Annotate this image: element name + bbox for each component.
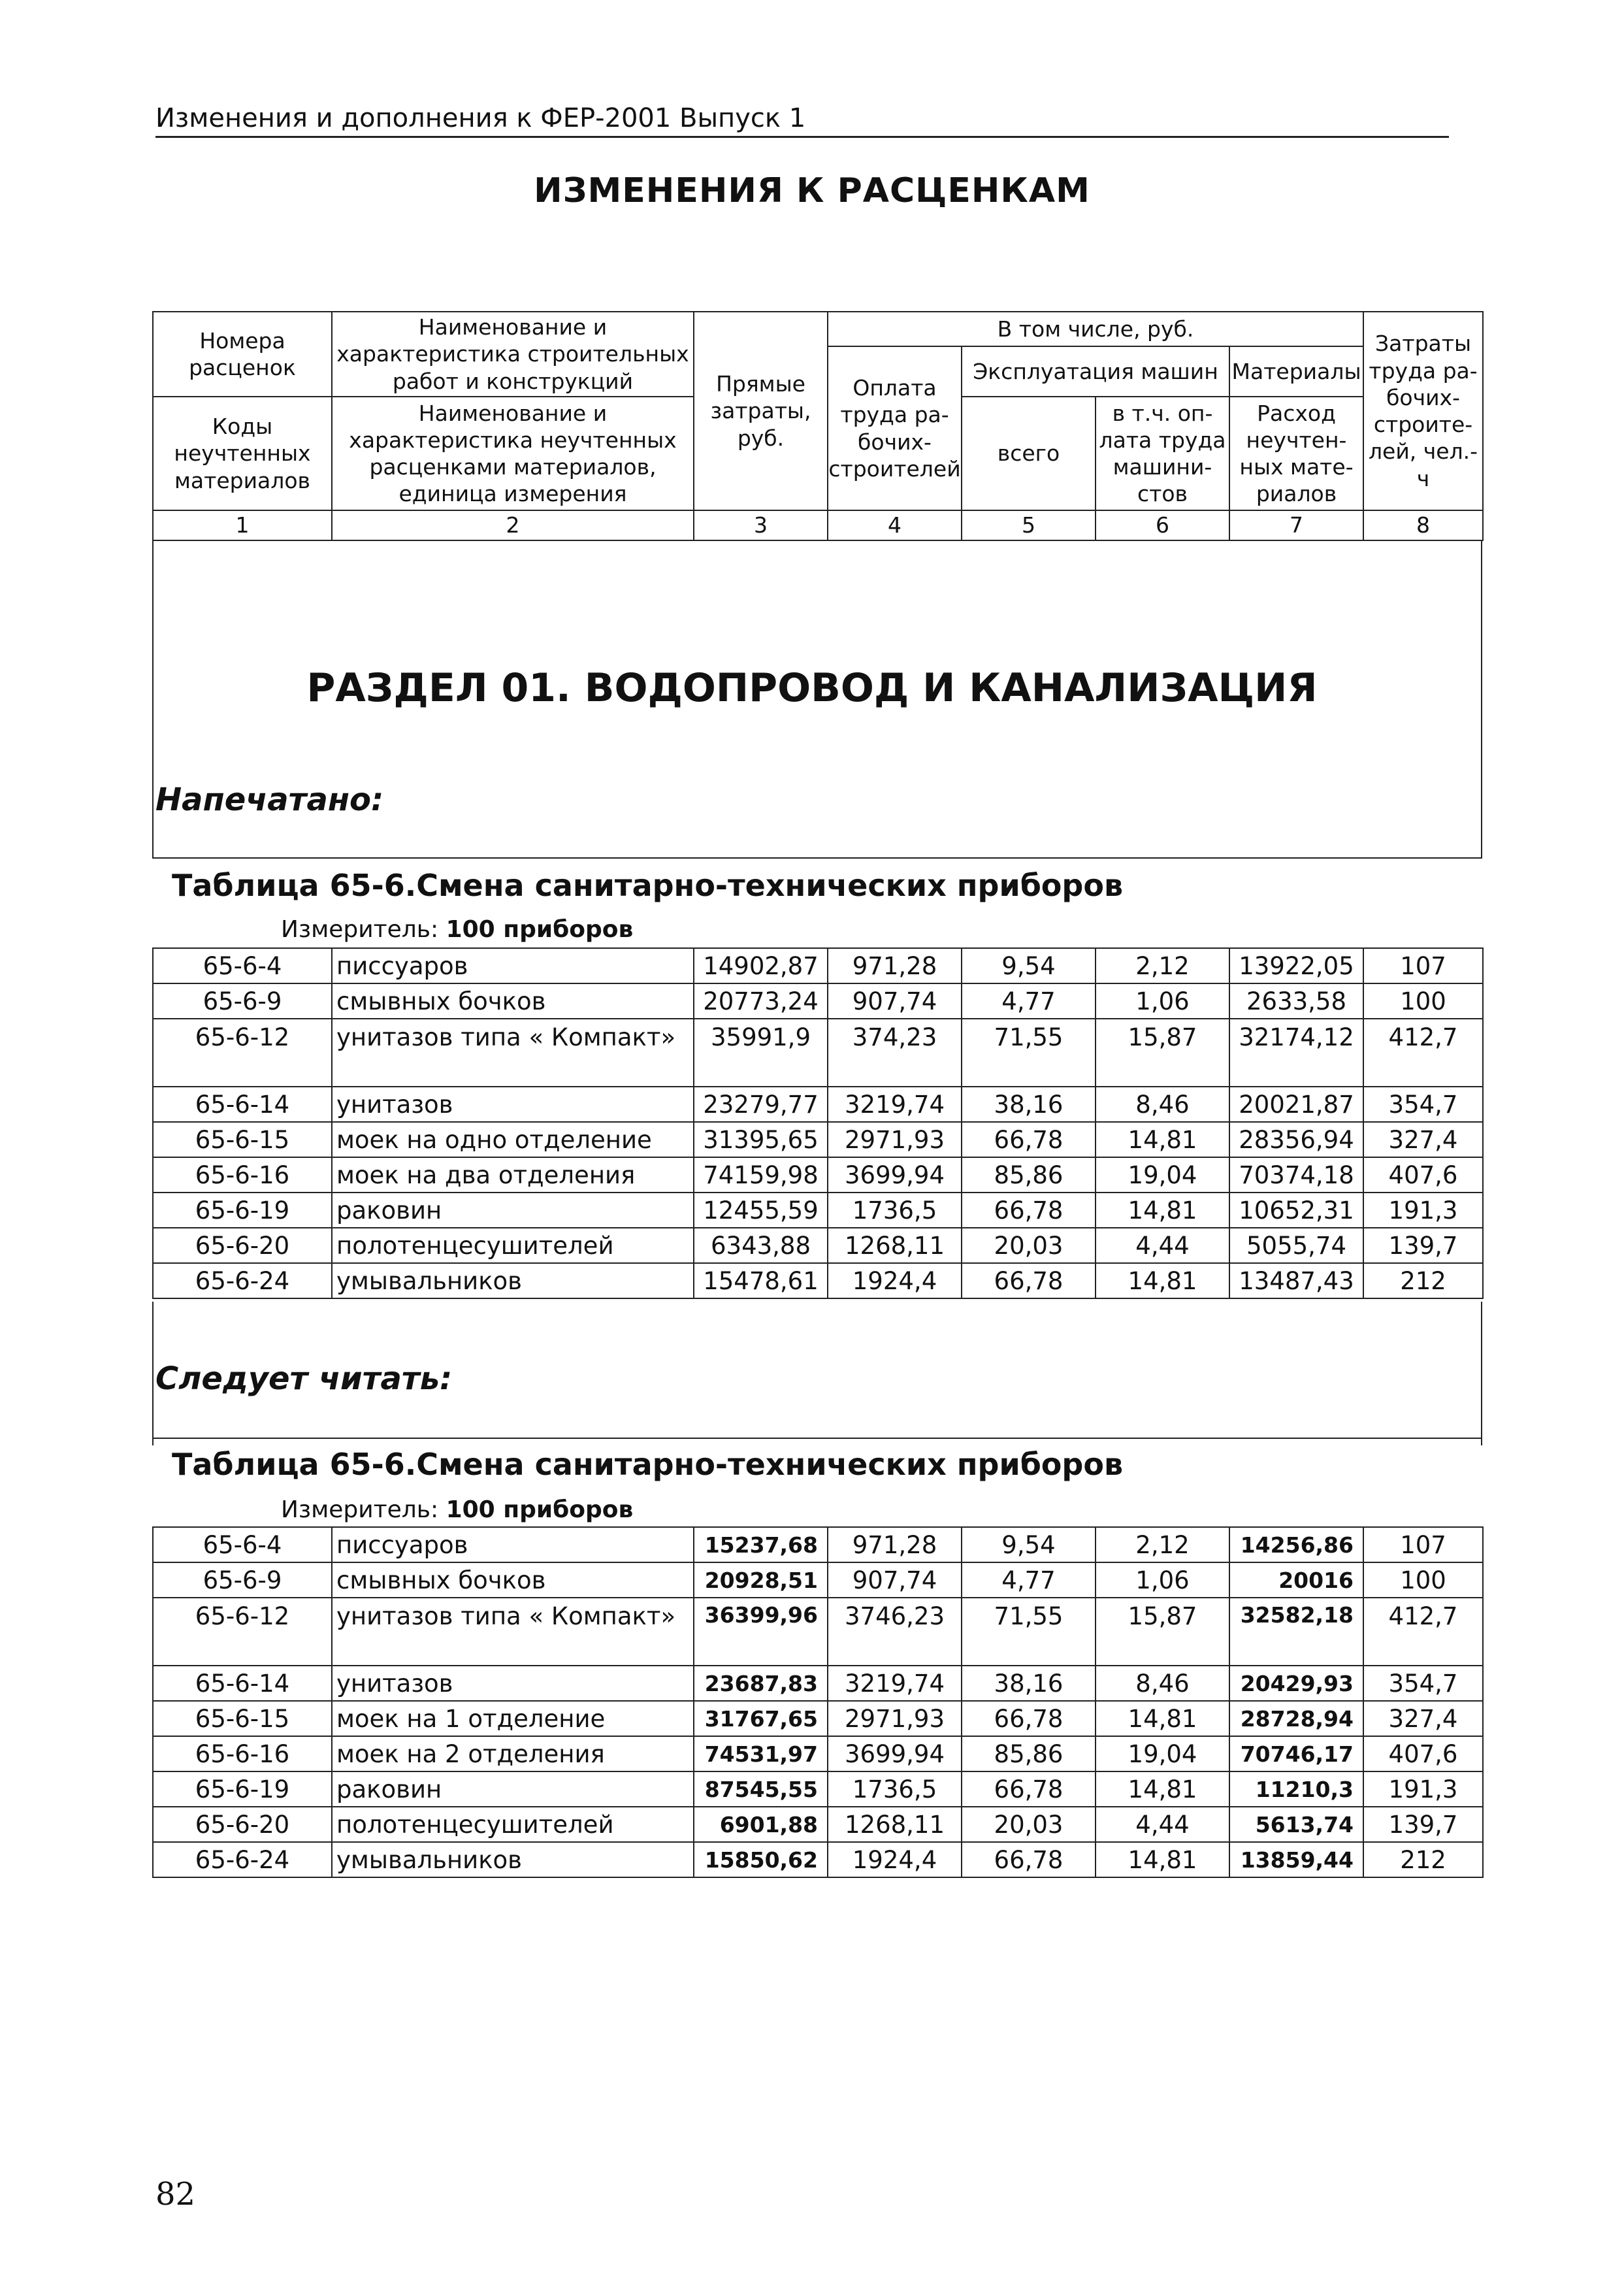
header-rate-numbers: Номера расценок bbox=[153, 312, 332, 397]
cell-labor: 971,28 bbox=[828, 1527, 962, 1562]
cell-mach-labor: 8,46 bbox=[1096, 1087, 1229, 1122]
cell-code: 65-6-19 bbox=[153, 1771, 332, 1807]
cell-hours: 327,4 bbox=[1363, 1122, 1483, 1157]
cell-mach: 9,54 bbox=[962, 948, 1096, 983]
cell-code: 65-6-4 bbox=[153, 1527, 332, 1562]
cell-materials: 70746,17 bbox=[1229, 1736, 1363, 1771]
column-number: 5 bbox=[962, 510, 1096, 540]
cell-materials: 5613,74 bbox=[1229, 1807, 1363, 1842]
cell-name: умывальников bbox=[332, 1263, 694, 1298]
cell-mach: 66,78 bbox=[962, 1193, 1096, 1228]
cell-materials: 28356,94 bbox=[1229, 1122, 1363, 1157]
cell-materials: 32174,12 bbox=[1229, 1019, 1363, 1087]
cell-mach: 66,78 bbox=[962, 1263, 1096, 1298]
cell-hours: 412,7 bbox=[1363, 1598, 1483, 1666]
cell-mach-labor: 14,81 bbox=[1096, 1263, 1229, 1298]
cell-labor: 3219,74 bbox=[828, 1087, 962, 1122]
cell-direct: 15237,68 bbox=[694, 1527, 828, 1562]
header-labor-hours: Затраты труда ра-бочих-строите-лей, чел.-ч bbox=[1363, 312, 1483, 510]
cell-name: унитазов bbox=[332, 1666, 694, 1701]
table-row bbox=[153, 1527, 1483, 1562]
table-row bbox=[153, 1019, 1483, 1087]
table-row bbox=[153, 1771, 1483, 1807]
cell-labor: 1736,5 bbox=[828, 1771, 962, 1807]
cell-code: 65-6-19 bbox=[153, 1193, 332, 1228]
cell-direct: 31395,65 bbox=[694, 1122, 828, 1157]
cell-labor: 971,28 bbox=[828, 948, 962, 983]
cell-mach-labor: 2,12 bbox=[1096, 1527, 1229, 1562]
cell-name: унитазов типа « Компакт» bbox=[332, 1019, 694, 1087]
cell-name: раковин bbox=[332, 1771, 694, 1807]
cell-materials: 13859,44 bbox=[1229, 1842, 1363, 1877]
table-row bbox=[153, 1666, 1483, 1701]
cell-code: 65-6-12 bbox=[153, 1598, 332, 1666]
table-row bbox=[153, 1842, 1483, 1877]
cell-labor: 1924,4 bbox=[828, 1842, 962, 1877]
cell-code: 65-6-15 bbox=[153, 1701, 332, 1736]
unit-value: 100 приборов bbox=[446, 916, 634, 943]
cell-hours: 139,7 bbox=[1363, 1807, 1483, 1842]
cell-hours: 100 bbox=[1363, 1562, 1483, 1598]
cell-mach-labor: 14,81 bbox=[1096, 1193, 1229, 1228]
column-number: 8 bbox=[1363, 510, 1483, 540]
cell-hours: 327,4 bbox=[1363, 1701, 1483, 1736]
unit-label: Измеритель: bbox=[281, 1496, 439, 1523]
column-number: 4 bbox=[828, 510, 962, 540]
header-machine-operation: Эксплуатация машин bbox=[962, 346, 1229, 397]
header-direct-costs: Прямые затраты, руб. bbox=[694, 312, 828, 510]
cell-direct: 20928,51 bbox=[694, 1562, 828, 1598]
cell-mach: 20,03 bbox=[962, 1807, 1096, 1842]
header-including-group: В том числе, руб. bbox=[828, 312, 1363, 346]
cell-mach: 71,55 bbox=[962, 1019, 1096, 1087]
cell-materials: 20429,93 bbox=[1229, 1666, 1363, 1701]
column-number: 2 bbox=[332, 510, 694, 540]
table-row bbox=[153, 1263, 1483, 1298]
cell-mach: 4,77 bbox=[962, 983, 1096, 1019]
cell-mach-labor: 1,06 bbox=[1096, 983, 1229, 1019]
cell-mach-labor: 14,81 bbox=[1096, 1701, 1229, 1736]
cell-code: 65-6-14 bbox=[153, 1087, 332, 1122]
cell-hours: 412,7 bbox=[1363, 1019, 1483, 1087]
cell-mach-labor: 1,06 bbox=[1096, 1562, 1229, 1598]
header-material-codes: Коды неучтенных материалов bbox=[153, 397, 332, 510]
main-title: ИЗМЕНЕНИЯ К РАСЦЕНКАМ bbox=[534, 171, 1090, 210]
cell-direct: 6901,88 bbox=[694, 1807, 828, 1842]
cell-materials: 14256,86 bbox=[1229, 1527, 1363, 1562]
column-number-row bbox=[153, 510, 1483, 540]
cell-labor: 374,23 bbox=[828, 1019, 962, 1087]
cell-code: 65-6-15 bbox=[153, 1122, 332, 1157]
cell-materials: 11210,3 bbox=[1229, 1771, 1363, 1807]
cell-mach-labor: 14,81 bbox=[1096, 1842, 1229, 1877]
cell-labor: 907,74 bbox=[828, 983, 962, 1019]
cell-hours: 407,6 bbox=[1363, 1157, 1483, 1193]
cell-mach-labor: 14,81 bbox=[1096, 1122, 1229, 1157]
cell-mach-labor: 19,04 bbox=[1096, 1736, 1229, 1771]
cell-mach: 38,16 bbox=[962, 1087, 1096, 1122]
cell-labor: 1268,11 bbox=[828, 1228, 962, 1263]
cell-materials: 20016 bbox=[1229, 1562, 1363, 1598]
cell-direct: 23279,77 bbox=[694, 1087, 828, 1122]
cell-mach: 66,78 bbox=[962, 1122, 1096, 1157]
cell-direct: 31767,65 bbox=[694, 1701, 828, 1736]
running-head: Изменения и дополнения к ФЕР-2001 Выпуск 1 bbox=[155, 103, 1449, 138]
table-row bbox=[153, 1122, 1483, 1157]
cell-hours: 107 bbox=[1363, 948, 1483, 983]
corrected-unit bbox=[281, 1496, 633, 1523]
cell-direct: 20773,24 bbox=[694, 983, 828, 1019]
cell-labor: 1924,4 bbox=[828, 1263, 962, 1298]
cell-hours: 107 bbox=[1363, 1527, 1483, 1562]
cell-mach: 66,78 bbox=[962, 1701, 1096, 1736]
header-work-name: Наименование и характеристика строительных работ и конструкций bbox=[332, 312, 694, 397]
cell-name: смывных бочков bbox=[332, 1562, 694, 1598]
cell-hours: 212 bbox=[1363, 1263, 1483, 1298]
page-number: 82 bbox=[155, 2176, 196, 2213]
cell-labor: 2971,93 bbox=[828, 1122, 962, 1157]
cell-hours: 354,7 bbox=[1363, 1666, 1483, 1701]
table-row bbox=[153, 1087, 1483, 1122]
cell-name: писсуаров bbox=[332, 1527, 694, 1562]
table-row bbox=[153, 1157, 1483, 1193]
cell-materials: 70374,18 bbox=[1229, 1157, 1363, 1193]
cell-code: 65-6-12 bbox=[153, 1019, 332, 1087]
table-row bbox=[153, 1598, 1483, 1666]
table-row bbox=[153, 1228, 1483, 1263]
corrected-label: Следует читать: bbox=[155, 1360, 453, 1397]
cell-name: унитазов типа « Компакт» bbox=[332, 1598, 694, 1666]
cell-name: унитазов bbox=[332, 1087, 694, 1122]
table-row bbox=[153, 1193, 1483, 1228]
unit-value: 100 приборов bbox=[446, 1496, 634, 1523]
cell-hours: 212 bbox=[1363, 1842, 1483, 1877]
cell-labor: 3699,94 bbox=[828, 1736, 962, 1771]
cell-labor: 3746,23 bbox=[828, 1598, 962, 1666]
cell-code: 65-6-4 bbox=[153, 948, 332, 983]
cell-hours: 100 bbox=[1363, 983, 1483, 1019]
cell-direct: 12455,59 bbox=[694, 1193, 828, 1228]
cell-name: раковин bbox=[332, 1193, 694, 1228]
cell-code: 65-6-16 bbox=[153, 1157, 332, 1193]
cell-name: смывных бочков bbox=[332, 983, 694, 1019]
cell-mach-labor: 8,46 bbox=[1096, 1666, 1229, 1701]
header-materials: Материалы bbox=[1229, 346, 1363, 397]
cell-labor: 907,74 bbox=[828, 1562, 962, 1598]
cell-labor: 1736,5 bbox=[828, 1193, 962, 1228]
header-machinist-pay: в т.ч. оп-лата труда машини-стов bbox=[1096, 397, 1229, 510]
table-row bbox=[153, 1701, 1483, 1736]
column-header-table bbox=[152, 311, 1484, 541]
cell-mach: 4,77 bbox=[962, 1562, 1096, 1598]
cell-name: моек на одно отделение bbox=[332, 1122, 694, 1157]
cell-name: полотенцесушителей bbox=[332, 1228, 694, 1263]
cell-name: моек на 2 отделения bbox=[332, 1736, 694, 1771]
cell-labor: 2971,93 bbox=[828, 1701, 962, 1736]
column-number: 1 bbox=[153, 510, 332, 540]
cell-mach-labor: 15,87 bbox=[1096, 1598, 1229, 1666]
cell-direct: 35991,9 bbox=[694, 1019, 828, 1087]
cell-direct: 15850,62 bbox=[694, 1842, 828, 1877]
cell-labor: 3699,94 bbox=[828, 1157, 962, 1193]
cell-code: 65-6-9 bbox=[153, 1562, 332, 1598]
cell-hours: 191,3 bbox=[1363, 1193, 1483, 1228]
cell-mach-labor: 14,81 bbox=[1096, 1771, 1229, 1807]
cell-materials: 10652,31 bbox=[1229, 1193, 1363, 1228]
cell-materials: 13487,43 bbox=[1229, 1263, 1363, 1298]
cell-direct: 87545,55 bbox=[694, 1771, 828, 1807]
printed-rates-table bbox=[152, 947, 1484, 1299]
cell-code: 65-6-24 bbox=[153, 1263, 332, 1298]
cell-name: умывальников bbox=[332, 1842, 694, 1877]
printed-table-title: Таблица 65-6.Смена санитарно-технических приборов bbox=[152, 857, 1482, 914]
printed-label: Напечатано: bbox=[155, 782, 384, 818]
cell-mach-labor: 4,44 bbox=[1096, 1228, 1229, 1263]
printed-unit bbox=[281, 916, 633, 943]
header-machines-total: всего bbox=[962, 397, 1096, 510]
cell-hours: 191,3 bbox=[1363, 1771, 1483, 1807]
cell-direct: 74531,97 bbox=[694, 1736, 828, 1771]
header-worker-pay: Оплата труда ра-бочих-строителей bbox=[828, 346, 962, 510]
cell-mach: 85,86 bbox=[962, 1736, 1096, 1771]
cell-materials: 5055,74 bbox=[1229, 1228, 1363, 1263]
cell-code: 65-6-16 bbox=[153, 1736, 332, 1771]
cell-mach: 66,78 bbox=[962, 1842, 1096, 1877]
cell-mach: 71,55 bbox=[962, 1598, 1096, 1666]
cell-hours: 354,7 bbox=[1363, 1087, 1483, 1122]
cell-code: 65-6-24 bbox=[153, 1842, 332, 1877]
table-row bbox=[153, 948, 1483, 983]
cell-direct: 36399,96 bbox=[694, 1598, 828, 1666]
cell-name: полотенцесушителей bbox=[332, 1807, 694, 1842]
cell-hours: 407,6 bbox=[1363, 1736, 1483, 1771]
column-number: 6 bbox=[1096, 510, 1229, 540]
cell-mach-labor: 2,12 bbox=[1096, 948, 1229, 983]
cell-code: 65-6-9 bbox=[153, 983, 332, 1019]
cell-mach: 9,54 bbox=[962, 1527, 1096, 1562]
column-number: 7 bbox=[1229, 510, 1363, 540]
cell-mach-labor: 19,04 bbox=[1096, 1157, 1229, 1193]
cell-materials: 28728,94 bbox=[1229, 1701, 1363, 1736]
corrected-table-title: Таблица 65-6.Смена санитарно-технических приборов bbox=[152, 1438, 1482, 1492]
cell-direct: 74159,98 bbox=[694, 1157, 828, 1193]
table-row bbox=[153, 983, 1483, 1019]
cell-mach-labor: 15,87 bbox=[1096, 1019, 1229, 1087]
header-unaccounted-materials: Расход неучтен-ных мате-риалов bbox=[1229, 397, 1363, 510]
table-row bbox=[153, 1807, 1483, 1842]
cell-materials: 13922,05 bbox=[1229, 948, 1363, 983]
cell-name: моек на 1 отделение bbox=[332, 1701, 694, 1736]
column-number: 3 bbox=[694, 510, 828, 540]
cell-code: 65-6-20 bbox=[153, 1228, 332, 1263]
cell-mach: 38,16 bbox=[962, 1666, 1096, 1701]
table-row bbox=[153, 1562, 1483, 1598]
cell-code: 65-6-20 bbox=[153, 1807, 332, 1842]
unit-label: Измеритель: bbox=[281, 916, 439, 943]
cell-mach: 66,78 bbox=[962, 1771, 1096, 1807]
cell-materials: 32582,18 bbox=[1229, 1598, 1363, 1666]
table-row bbox=[153, 1736, 1483, 1771]
cell-hours: 139,7 bbox=[1363, 1228, 1483, 1263]
cell-materials: 20021,87 bbox=[1229, 1087, 1363, 1122]
cell-labor: 3219,74 bbox=[828, 1666, 962, 1701]
corrected-rates-table bbox=[152, 1526, 1484, 1878]
cell-mach-labor: 4,44 bbox=[1096, 1807, 1229, 1842]
cell-mach: 20,03 bbox=[962, 1228, 1096, 1263]
cell-labor: 1268,11 bbox=[828, 1807, 962, 1842]
cell-name: писсуаров bbox=[332, 948, 694, 983]
cell-direct: 6343,88 bbox=[694, 1228, 828, 1263]
cell-direct: 23687,83 bbox=[694, 1666, 828, 1701]
cell-direct: 15478,61 bbox=[694, 1263, 828, 1298]
cell-mach: 85,86 bbox=[962, 1157, 1096, 1193]
header-material-name: Наименование и характеристика неучтенных расценками материалов, единица измерения bbox=[332, 397, 694, 510]
cell-materials: 2633,58 bbox=[1229, 983, 1363, 1019]
cell-direct: 14902,87 bbox=[694, 948, 828, 983]
cell-name: моек на два отделения bbox=[332, 1157, 694, 1193]
section-title: РАЗДЕЛ 01. ВОДОПРОВОД И КАНАЛИЗАЦИЯ bbox=[306, 665, 1318, 711]
cell-code: 65-6-14 bbox=[153, 1666, 332, 1701]
